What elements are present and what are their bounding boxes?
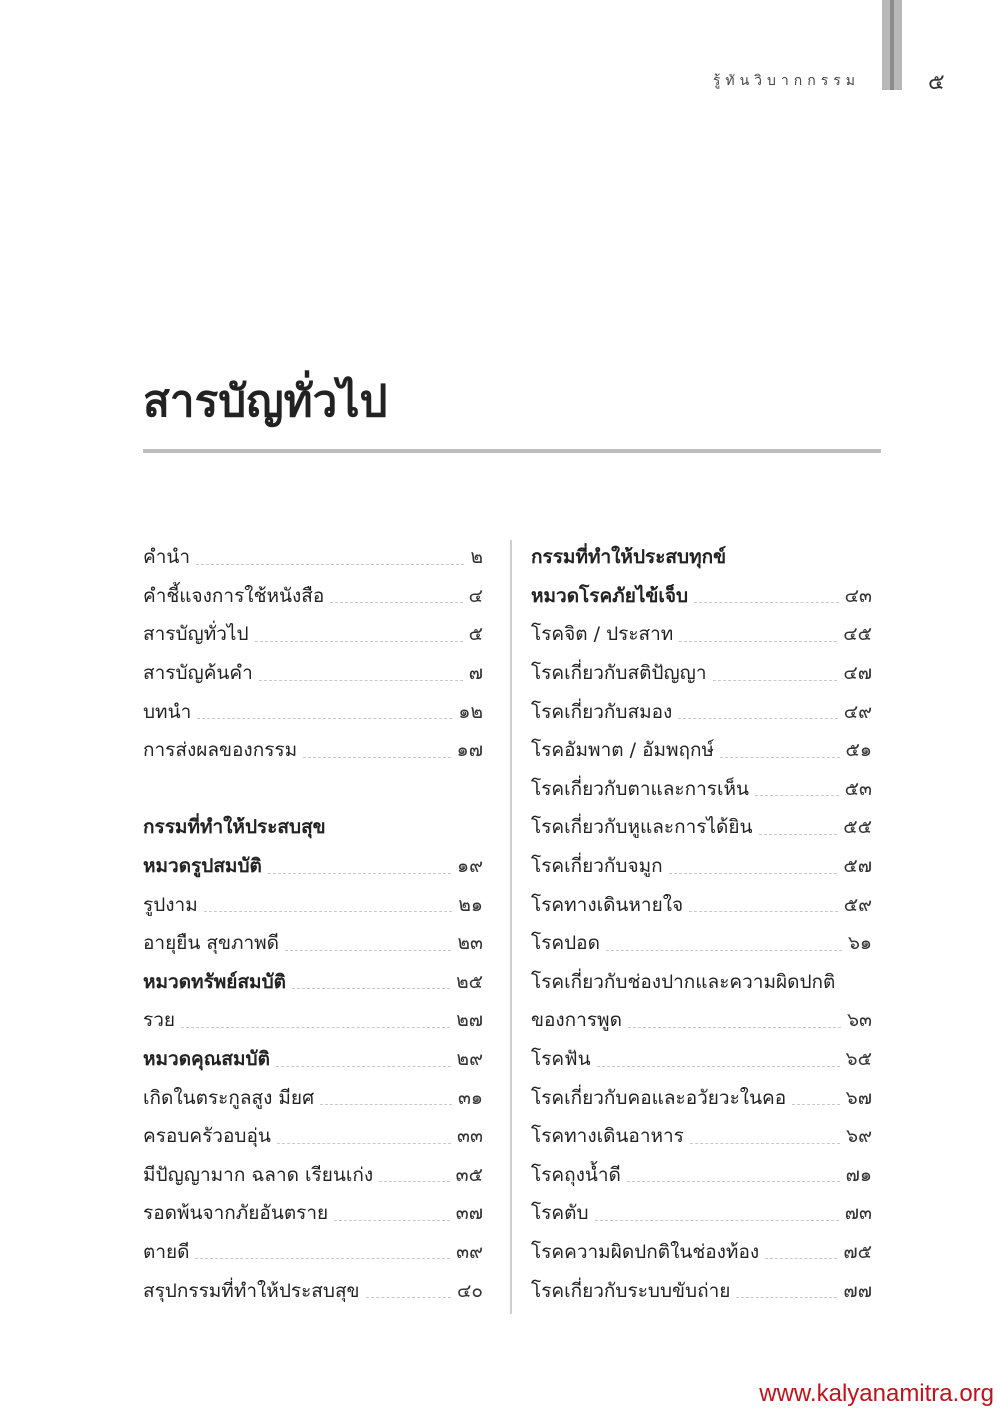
toc-entry[interactable] [143,654,483,693]
toc-entry-label: โรคเกี่ยวกับระบบขับถ่าย [531,1279,731,1302]
toc-page-number: ๒๑ [458,893,483,916]
toc-entry-label: รูปงาม [143,893,198,916]
toc-page-number: ๔๓ [844,584,872,607]
toc-entry-label: รวย [143,1009,176,1032]
toc-page-number: ๗๗ [843,1279,872,1302]
toc-entry-label: ตายดี [143,1240,190,1263]
toc-page-number: ๔๕ [843,623,872,646]
toc-entry-label: มีปัญญามาก ฉลาด เรียนเก่ง [143,1163,374,1186]
toc-page-number: ๒๗ [456,1009,483,1032]
toc-page-number: ๔๙ [843,700,872,723]
toc-page-number: ๗๕ [843,1240,872,1263]
toc-entry-label: หมวดคุณสมบัติ [143,1048,270,1071]
toc-page-number: ๓๑ [457,1086,483,1109]
toc-page-number: ๗๑ [845,1163,872,1186]
toc-entry[interactable] [531,577,872,616]
toc-entry[interactable] [143,538,483,577]
footer-url[interactable]: www.kalyanamitra.org [759,1380,994,1407]
toc-right-column [531,538,872,1310]
toc-page-number: ๖๙ [846,1125,872,1148]
toc-entry-label: โรคทางเดินอาหาร [531,1125,684,1148]
toc-page-number: ๗๓ [844,1202,872,1225]
toc-dot-leader [276,1066,451,1067]
toc-entry-label: โรคเกี่ยวกับตาและการเห็น [531,777,749,800]
toc-entry-label: โรคเกี่ยวกับคอและอวัยวะในคอ [531,1086,787,1109]
toc-entry[interactable] [531,1233,872,1272]
toc-dot-leader [303,757,450,758]
toc-dot-leader [268,873,451,874]
toc-entry[interactable] [143,731,483,770]
toc-spacer [143,770,483,809]
toc-entry[interactable] [143,924,483,963]
toc-dot-leader [320,1104,452,1105]
toc-entry[interactable] [531,1078,872,1117]
toc-entry[interactable] [143,1271,483,1310]
toc-entry[interactable] [143,1001,483,1040]
page-number: ๕ [928,70,945,95]
page-title: สารบัญทั่วไป [143,376,388,427]
toc-page-number: ๕ [468,623,483,646]
toc-entry[interactable] [143,1156,483,1195]
toc-page-number: ๒๙ [456,1048,483,1071]
toc-dot-leader [765,1258,837,1259]
toc-dot-leader [713,680,838,681]
toc-entry[interactable] [143,885,483,924]
toc-dot-leader [689,911,838,912]
toc-page-number: ๔๐ [457,1279,483,1302]
toc-entry-label: สารบัญทั่วไป [143,623,249,646]
toc-dot-leader [204,911,453,912]
toc-entry-label: โรคอัมพาต / อัมพฤกษ์ [531,739,715,762]
toc-page-number: ๕๕ [843,816,872,839]
toc-dot-leader [679,641,837,642]
toc-dot-leader [759,834,838,835]
toc-entry[interactable] [531,847,872,886]
toc-dot-leader [196,564,464,565]
toc-left-column [143,538,483,1310]
toc-dot-leader [736,1297,837,1298]
toc-entry[interactable] [531,1156,872,1195]
toc-section-heading [143,808,483,847]
toc-entry-label: เกิดในตระกูลสูง มียศ [143,1086,315,1109]
toc-entry[interactable] [531,808,872,847]
toc-entry-label: โรคปอด [531,932,600,955]
toc-entry-label: รอดพ้นจากภัยอันตราย [143,1202,329,1225]
toc-dot-leader [627,1181,840,1182]
toc-entry-label: โรคเกี่ยวกับหูและการได้ยิน [531,816,753,839]
toc-entry[interactable] [143,1040,483,1079]
toc-section-heading [531,538,872,577]
toc-entry-label: สรุปกรรมที่ทำให้ประสบสุข [143,1279,360,1302]
toc-page-number: ๗ [468,662,483,685]
toc-entry[interactable] [531,1271,872,1310]
toc-dot-leader [595,1220,839,1221]
toc-dot-leader [334,1220,450,1221]
toc-entry-label: โรคความผิดปกติในช่องท้อง [531,1240,760,1263]
toc-dot-leader [366,1297,451,1298]
toc-page-number: ๖๗ [845,1086,872,1109]
toc-page-number: ๓๙ [456,1240,483,1263]
toc-section-heading [531,963,872,1002]
column-divider [510,540,512,1314]
toc-entry-label: โรคเกี่ยวกับสมอง [531,700,673,723]
toc-entry[interactable] [143,1233,483,1272]
toc-entry[interactable] [143,963,483,1002]
toc-entry-label: อายุยืน สุขภาพดี [143,932,280,955]
toc-page-number: ๑๗ [456,739,483,762]
toc-entry[interactable] [531,615,872,654]
toc-page-number: ๖๓ [846,1009,872,1032]
toc-page-number: ๕๙ [843,893,872,916]
toc-entry[interactable] [531,885,872,924]
toc-entry-label: คำนำ [143,546,191,569]
toc-entry-label: การส่งผลของกรรม [143,739,298,762]
toc-page-number: ๓๗ [455,1202,483,1225]
toc-page-number: ๕๑ [845,739,872,762]
toc-entry-label: กรรมที่ทำให้ประสบสุข [143,816,326,839]
toc-entry-label: หมวดโรคภัยไข้เจ็บ [531,584,689,607]
toc-entry-label: โรคถุงน้ำดี [531,1163,621,1186]
toc-page-number: ๖๕ [845,1048,872,1071]
toc-entry-label: โรคเกี่ยวกับช่องปากและความผิดปกติ [531,970,836,993]
running-title: รู้ทันวิบากกรรม [712,73,860,89]
toc-entry-label: โรคตับ [531,1202,589,1225]
toc-page-number: ๔๗ [843,662,872,685]
toc-dot-leader [755,795,839,796]
toc-page-number: ๓๕ [455,1163,483,1186]
toc-dot-leader [678,718,837,719]
toc-page-number: ๑๙ [457,855,483,878]
toc-entry-label: บทนำ [143,700,192,723]
toc-entry-label: โรคเกี่ยวกับสติปัญญา [531,662,707,685]
toc-dot-leader [330,602,462,603]
toc-dot-leader [255,641,463,642]
toc-page-number: ๕๗ [843,855,872,878]
toc-dot-leader [285,950,451,951]
toc-dot-leader [277,1143,451,1144]
toc-entry[interactable] [143,615,483,654]
toc-entry-label: กรรมที่ทำให้ประสบทุกข์ [531,546,727,569]
toc-entry[interactable] [531,1194,872,1233]
toc-entry[interactable] [143,847,483,886]
toc-entry-label: หมวดทรัพย์สมบัติ [143,970,286,993]
toc-dot-leader [292,988,450,989]
toc-entry-label: ครอบครัวอบอุ่น [143,1125,271,1148]
toc-entry-label: ของการพูด [531,1009,622,1032]
toc-dot-leader [597,1066,840,1067]
toc-entry-label: โรคเกี่ยวกับจมูก [531,855,663,878]
toc-entry-label: คำชี้แจงการใช้หนังสือ [143,584,325,607]
toc-entry[interactable] [143,577,483,616]
title-divider [143,449,881,453]
toc-page-number: ๒๓ [457,932,483,955]
toc-page-number: ๔ [468,584,483,607]
toc-dot-leader [694,602,839,603]
toc-entry[interactable] [531,654,872,693]
toc-dot-leader [197,718,452,719]
toc-entry-label: โรคฟัน [531,1048,591,1071]
header-accent-bar [882,0,902,90]
toc-entry[interactable] [531,731,872,770]
toc-dot-leader [792,1104,839,1105]
toc-page-number: ๕๓ [844,777,872,800]
toc-page-number: ๒๕ [456,970,483,993]
toc-entry[interactable] [531,770,872,809]
toc-entry-label: สารบัญค้นคำ [143,662,253,685]
toc-entry[interactable] [143,692,483,731]
toc-entry[interactable] [143,1117,483,1156]
toc-page-number: ๑๒ [458,700,483,723]
toc-dot-leader [720,757,839,758]
toc-entry-label: โรคจิต / ประสาท [531,623,674,646]
toc-entry[interactable] [531,924,872,963]
toc-dot-leader [628,1027,841,1028]
toc-dot-leader [181,1027,450,1028]
toc-dot-leader [195,1258,450,1259]
toc-dot-leader [669,873,838,874]
toc-entry-label: โรคทางเดินหายใจ [531,893,684,916]
toc-entry[interactable] [531,692,872,731]
toc-dot-leader [690,1143,840,1144]
toc-dot-leader [379,1181,450,1182]
toc-dot-leader [259,680,463,681]
toc-dot-leader [606,950,842,951]
toc-entry[interactable] [143,1194,483,1233]
toc-page-number: ๖๑ [847,932,872,955]
toc-entry[interactable] [531,1001,872,1040]
toc-entry-label: หมวดรูปสมบัติ [143,855,262,878]
toc-page-number: ๓๓ [457,1125,483,1148]
toc-entry[interactable] [143,1078,483,1117]
toc-entry[interactable] [531,1040,872,1079]
toc-entry[interactable] [531,1117,872,1156]
toc-page-number: ๒ [470,546,483,569]
